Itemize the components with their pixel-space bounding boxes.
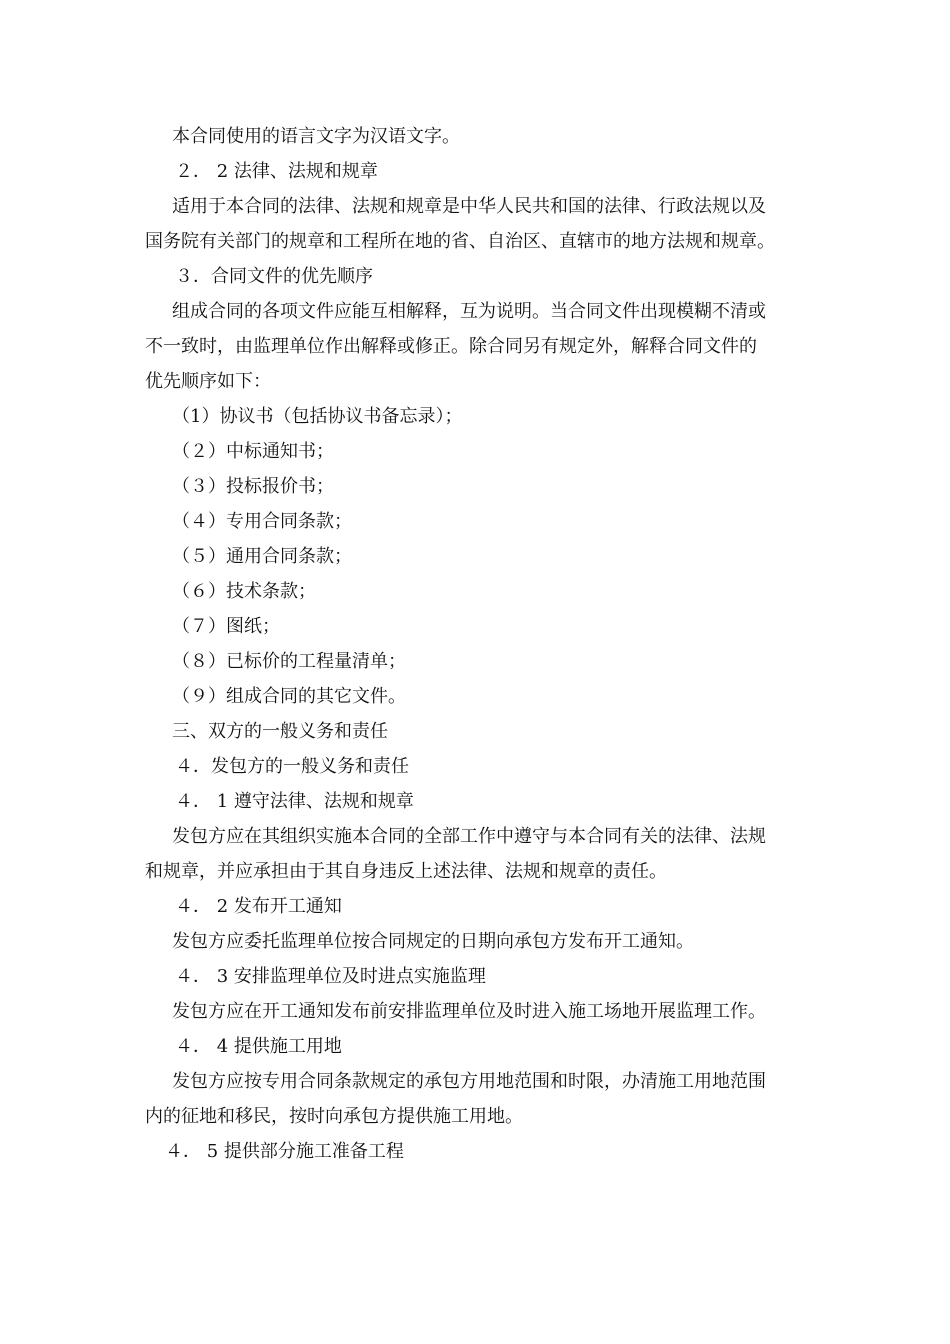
paragraph-4-2: 发包方应委托监理单位按合同规定的日期向承包方发布开工通知。: [172, 931, 694, 952]
heading-4-2: ４． 2 发布开工通知: [175, 896, 342, 917]
list-item-2: （２）中标通知书；: [172, 441, 334, 462]
paragraph-laws-line2: 国务院有关部门的规章和工程所在地的省、自治区、直辖市的地方法规和规章。: [145, 231, 775, 252]
list-item-1: （1）协议书（包括协议书备忘录）；: [172, 406, 463, 427]
list-item-5: （５）通用合同条款；: [172, 546, 352, 567]
list-item-4: （４）专用合同条款；: [172, 511, 352, 532]
paragraph-4-1-line2: 和规章，并应承担由于其自身违反上述法律、法规和规章的责任。: [145, 861, 667, 882]
paragraph-4-1-line1: 发包方应在其组织实施本合同的全部工作中遵守与本合同有关的法律、法规: [172, 826, 766, 847]
list-item-7: （７）图纸；: [172, 616, 280, 637]
heading-4-5: ４． 5 提供部分施工准备工程: [165, 1141, 404, 1162]
section-heading-3: 三、双方的一般义务和责任: [172, 721, 388, 742]
heading-4-1: ４． 1 遵守法律、法规和规章: [175, 791, 414, 812]
list-item-8: （８）已标价的工程量清单；: [172, 651, 406, 672]
paragraph-priority-line2: 不一致时，由监理单位作出解释或修正。除合同另有规定外，解释合同文件的: [145, 336, 757, 357]
heading-2-2: ２． 2 法律、法规和规章: [175, 161, 378, 182]
list-item-9: （９）组成合同的其它文件。: [172, 686, 406, 707]
list-item-6: （６）技术条款；: [172, 581, 316, 602]
list-item-3: （３）投标报价书；: [172, 476, 334, 497]
paragraph-laws-line1: 适用于本合同的法律、法规和规章是中华人民共和国的法律、行政法规以及: [172, 196, 766, 217]
paragraph-language: 本合同使用的语言文字为汉语文字。: [172, 126, 460, 147]
paragraph-4-3: 发包方应在开工通知发布前安排监理单位及时进入施工场地开展监理工作。: [172, 1001, 766, 1022]
paragraph-priority-line3: 优先顺序如下：: [145, 371, 271, 392]
heading-4-3: ４． 3 安排监理单位及时进点实施监理: [175, 966, 486, 987]
paragraph-4-4-line1: 发包方应按专用合同条款规定的承包方用地范围和时限，办清施工用地范围: [172, 1071, 766, 1092]
heading-4: ４．发包方的一般义务和责任: [175, 756, 409, 777]
paragraph-4-4-line2: 内的征地和移民，按时向承包方提供施工用地。: [145, 1106, 523, 1127]
heading-4-4: ４． 4 提供施工用地: [175, 1036, 342, 1057]
heading-3: ３．合同文件的优先顺序: [175, 266, 373, 287]
paragraph-priority-line1: 组成合同的各项文件应能互相解释，互为说明。当合同文件出现模糊不清或: [172, 301, 766, 322]
